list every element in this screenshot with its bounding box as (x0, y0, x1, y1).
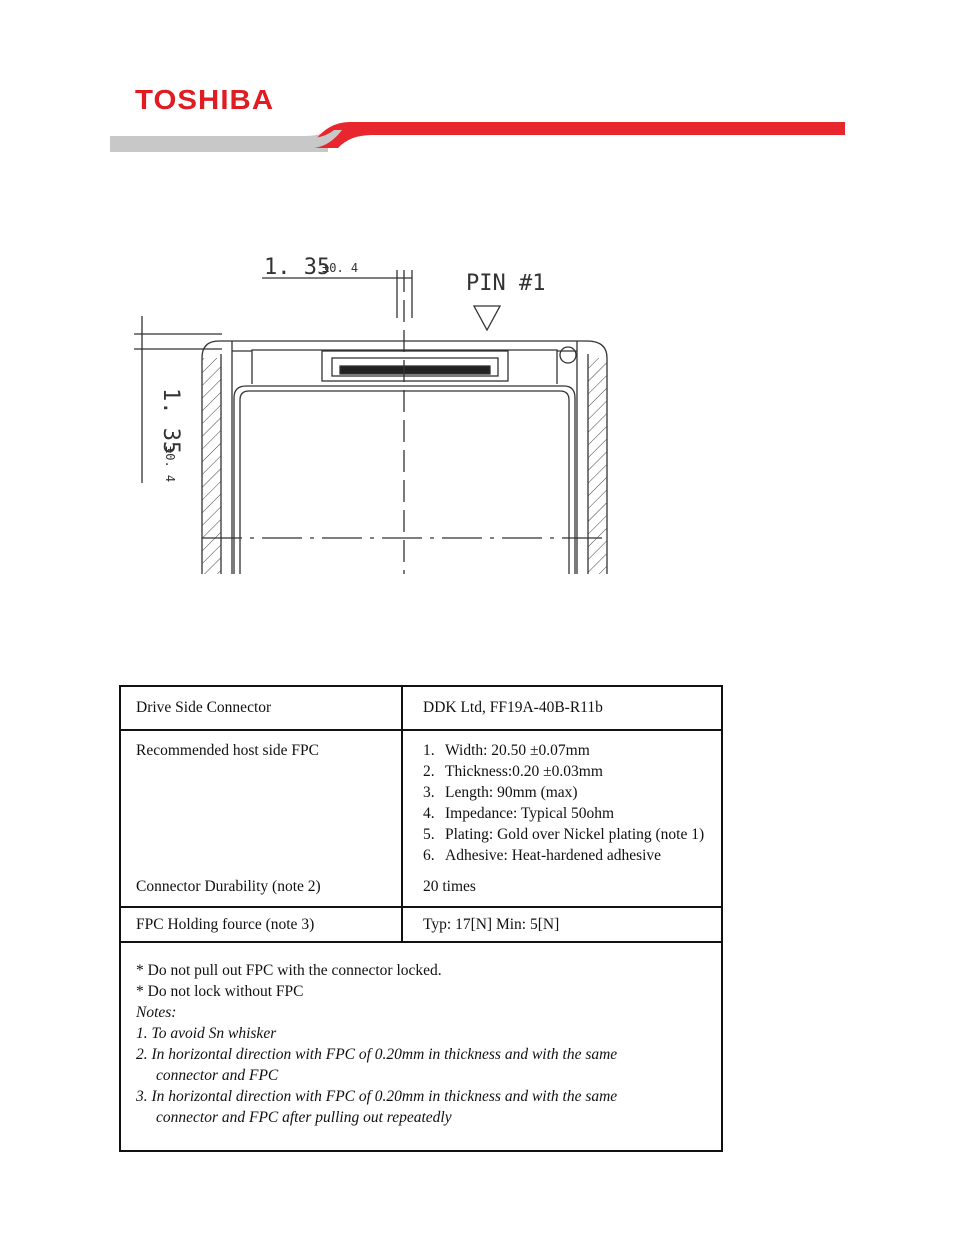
header-band (110, 118, 845, 152)
fpc-spec-list (423, 740, 721, 866)
table-row (120, 730, 722, 907)
row-label-cell (120, 730, 402, 907)
list-item: 1. Width: 20.50 ±0.07mm (423, 742, 590, 759)
toshiba-logo: TOSHIBA (135, 84, 275, 115)
connector-drawing (112, 208, 680, 580)
list-item: 6. Adhesive: Heat-hardened adhesive (423, 847, 662, 864)
durability-label: Connector Durability (note 2) (136, 878, 321, 895)
note-item: 3. In horizontal direction with FPC of 0.20mm in thickness and with the same (136, 1088, 618, 1105)
note-item: 2. In horizontal direction with FPC of 0.20mm in thickness and with the same (136, 1046, 618, 1063)
warning-note: * Do not lock without FPC (136, 983, 304, 1000)
connector-spec-table (119, 685, 723, 1152)
dim-vertical-label: 1. 35 (158, 388, 183, 455)
dim-vertical-tol: ±0. 4 (163, 446, 177, 483)
dim-horizontal-label: 1. 35 (264, 255, 331, 280)
list-item: 4. Impedance: Typical 50ohm (423, 805, 615, 822)
row-value: Typ: 17[N] Min: 5[N] (402, 907, 722, 942)
table-row (120, 907, 722, 942)
dim-horizontal-tol: ±0. 4 (322, 261, 359, 275)
row-label: FPC Holding fource (note 3) (120, 907, 402, 942)
table-row (120, 686, 722, 730)
row-label: Drive Side Connector (120, 686, 402, 730)
note-item-cont: connector and FPC after pulling out repeatedly (156, 1109, 452, 1126)
row-value-cell (402, 730, 722, 907)
list-item: 5. Plating: Gold over Nickel plating (note 1) (423, 826, 705, 843)
row-value: DDK Ltd, FF19A-40B-R11b (402, 686, 722, 730)
notes-heading: Notes: (136, 1004, 177, 1021)
list-item: 2. Thickness:0.20 ±0.03mm (423, 763, 603, 780)
note-item: 1. To avoid Sn whisker (136, 1025, 277, 1042)
notes-row (120, 942, 722, 1151)
durability-value: 20 times (423, 878, 476, 895)
pin-label: PIN #1 (466, 271, 546, 296)
list-item: 3. Length: 90mm (max) (423, 784, 578, 801)
note-item-cont: connector and FPC (156, 1067, 279, 1084)
warning-note: * Do not pull out FPC with the connector locked. (136, 962, 442, 979)
row-label: Recommended host side FPC (136, 742, 319, 759)
header-band-red (310, 122, 845, 148)
notes-cell (120, 942, 722, 1151)
